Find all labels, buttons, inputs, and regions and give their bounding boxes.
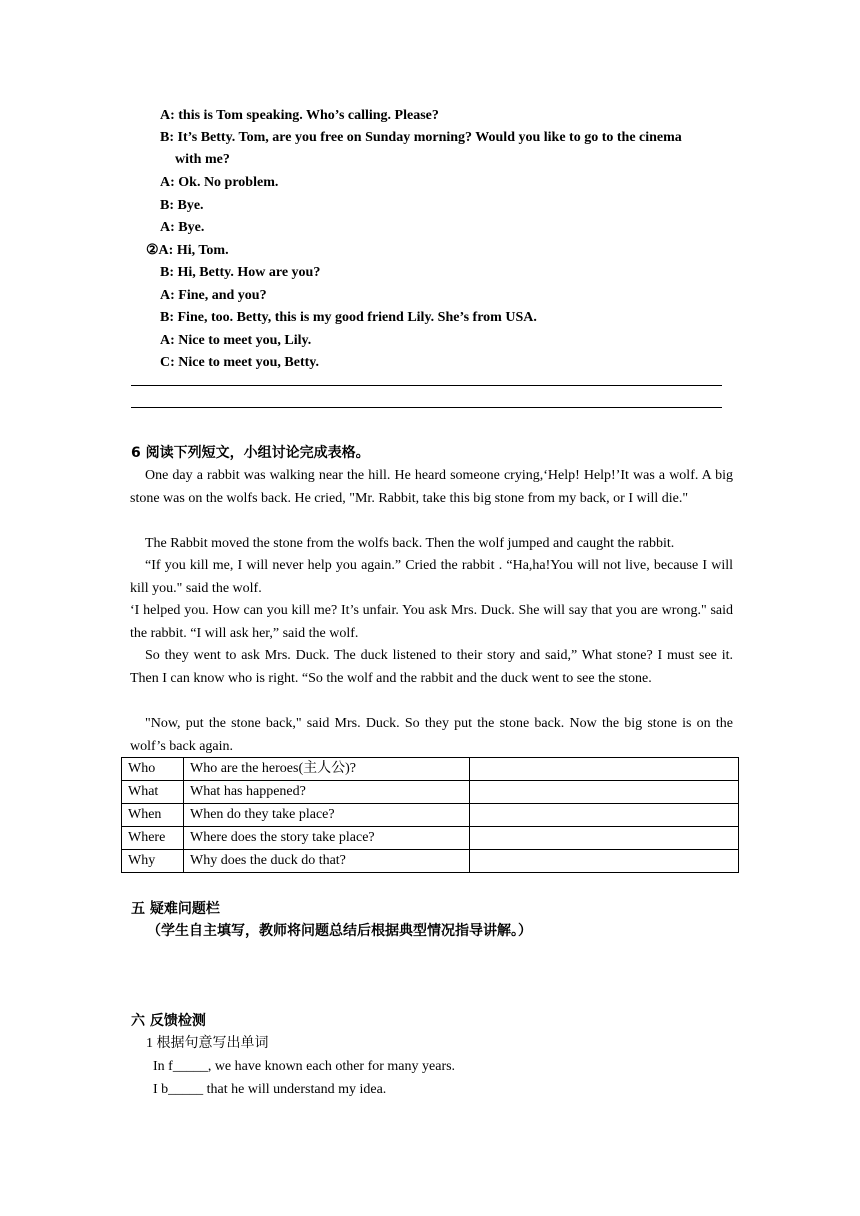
table-row [122,850,739,873]
table-row [122,758,739,781]
table-cell-answer[interactable] [470,827,739,850]
table-cell-answer[interactable] [470,781,739,804]
table-cell-wh: Why [122,850,184,873]
table-row [122,804,739,827]
reading-paragraph: ‘I helped you. How can you kill me? It’s unfair. You ask Mrs. Duck. She will say that you are wrong." said the rabbit. “I will ask her,” said the wolf. [130,603,733,641]
dialogue-line: B: Hi, Betty. How are you? [160,265,321,280]
answer-line [131,385,722,386]
section-title: 五 疑难问题栏 [131,901,220,917]
section-title: 六 反馈检测 [131,1013,206,1029]
table-cell-question: Why does the duck do that? [184,850,470,873]
dialogue-line: A: Bye. [160,220,205,235]
table-row [122,781,739,804]
table-row [122,827,739,850]
dialogue-line: A: Ok. No problem. [160,175,279,190]
dialogue-line: A: Fine, and you? [160,288,267,303]
dialogue-line: B: It’s Betty. Tom, are you free on Sunday morning? Would you like to go to the cinema [160,130,682,145]
table-cell-question: Who are the heroes(主人公)? [184,758,470,781]
exercise-instruction: 1 根据句意写出单词 [146,1036,269,1051]
exercise-item: In f_____, we have known each other for many years. [153,1059,456,1074]
reading-paragraph: So they went to ask Mrs. Duck. The duck listened to their story and said,” What stone? I must see it. Then I can know who is right. “So the wolf and the rabbit and the duck went to see the stone. [130,648,733,686]
table-cell-wh: Where [122,827,184,850]
dialogue-line: with me? [175,152,230,167]
table-cell-wh: Who [122,758,184,781]
dialogue-line: C: Nice to meet you, Betty. [160,355,320,370]
exercise-item: I b_____ that he will understand my idea. [153,1082,387,1097]
dialogue-line: ②A: Hi, Tom. [146,243,229,258]
table-cell-wh: What [122,781,184,804]
table-cell-answer[interactable] [470,804,739,827]
table-cell-question: What has happened? [184,781,470,804]
reading-paragraph: One day a rabbit was walking near the hill. He heard someone crying,‘Help! Help!’It was a wolf. A big stone was on the wolfs back. He cried, "Mr. Rabbit, take this big stone from my back, or I will die." [130,468,733,506]
reading-paragraph: The Rabbit moved the stone from the wolfs back. Then the wolf jumped and caught the rabbit. [145,536,675,551]
reading-paragraph: "Now, put the stone back," said Mrs. Duck. So they put the stone back. Now the big stone is on the wolf’s back again. [130,716,733,754]
table-cell-answer[interactable] [470,758,739,781]
table-cell-answer[interactable] [470,850,739,873]
table-cell-wh: When [122,804,184,827]
table-cell-question: When do they take place? [184,804,470,827]
table-cell-question: Where does the story take place? [184,827,470,850]
section-note: （学生自主填写，教师将问题总结后根据典型情况指导讲解。） [147,923,532,939]
answer-line [131,407,722,408]
story-table [121,757,739,873]
reading-heading: 6 阅读下列短文，小组讨论完成表格。 [131,445,370,461]
dialogue-line: A: Nice to meet you, Lily. [160,333,312,348]
reading-paragraph: “If you kill me, I will never help you again.” Cried the rabbit . “Ha,ha!You will not live, because I will kill you." said the wolf. [130,558,733,596]
dialogue-line: A: this is Tom speaking. Who’s calling. Please? [160,108,439,123]
dialogue-line: B: Fine, too. Betty, this is my good friend Lily. She’s from USA. [160,310,537,325]
dialogue-line: B: Bye. [160,198,204,213]
